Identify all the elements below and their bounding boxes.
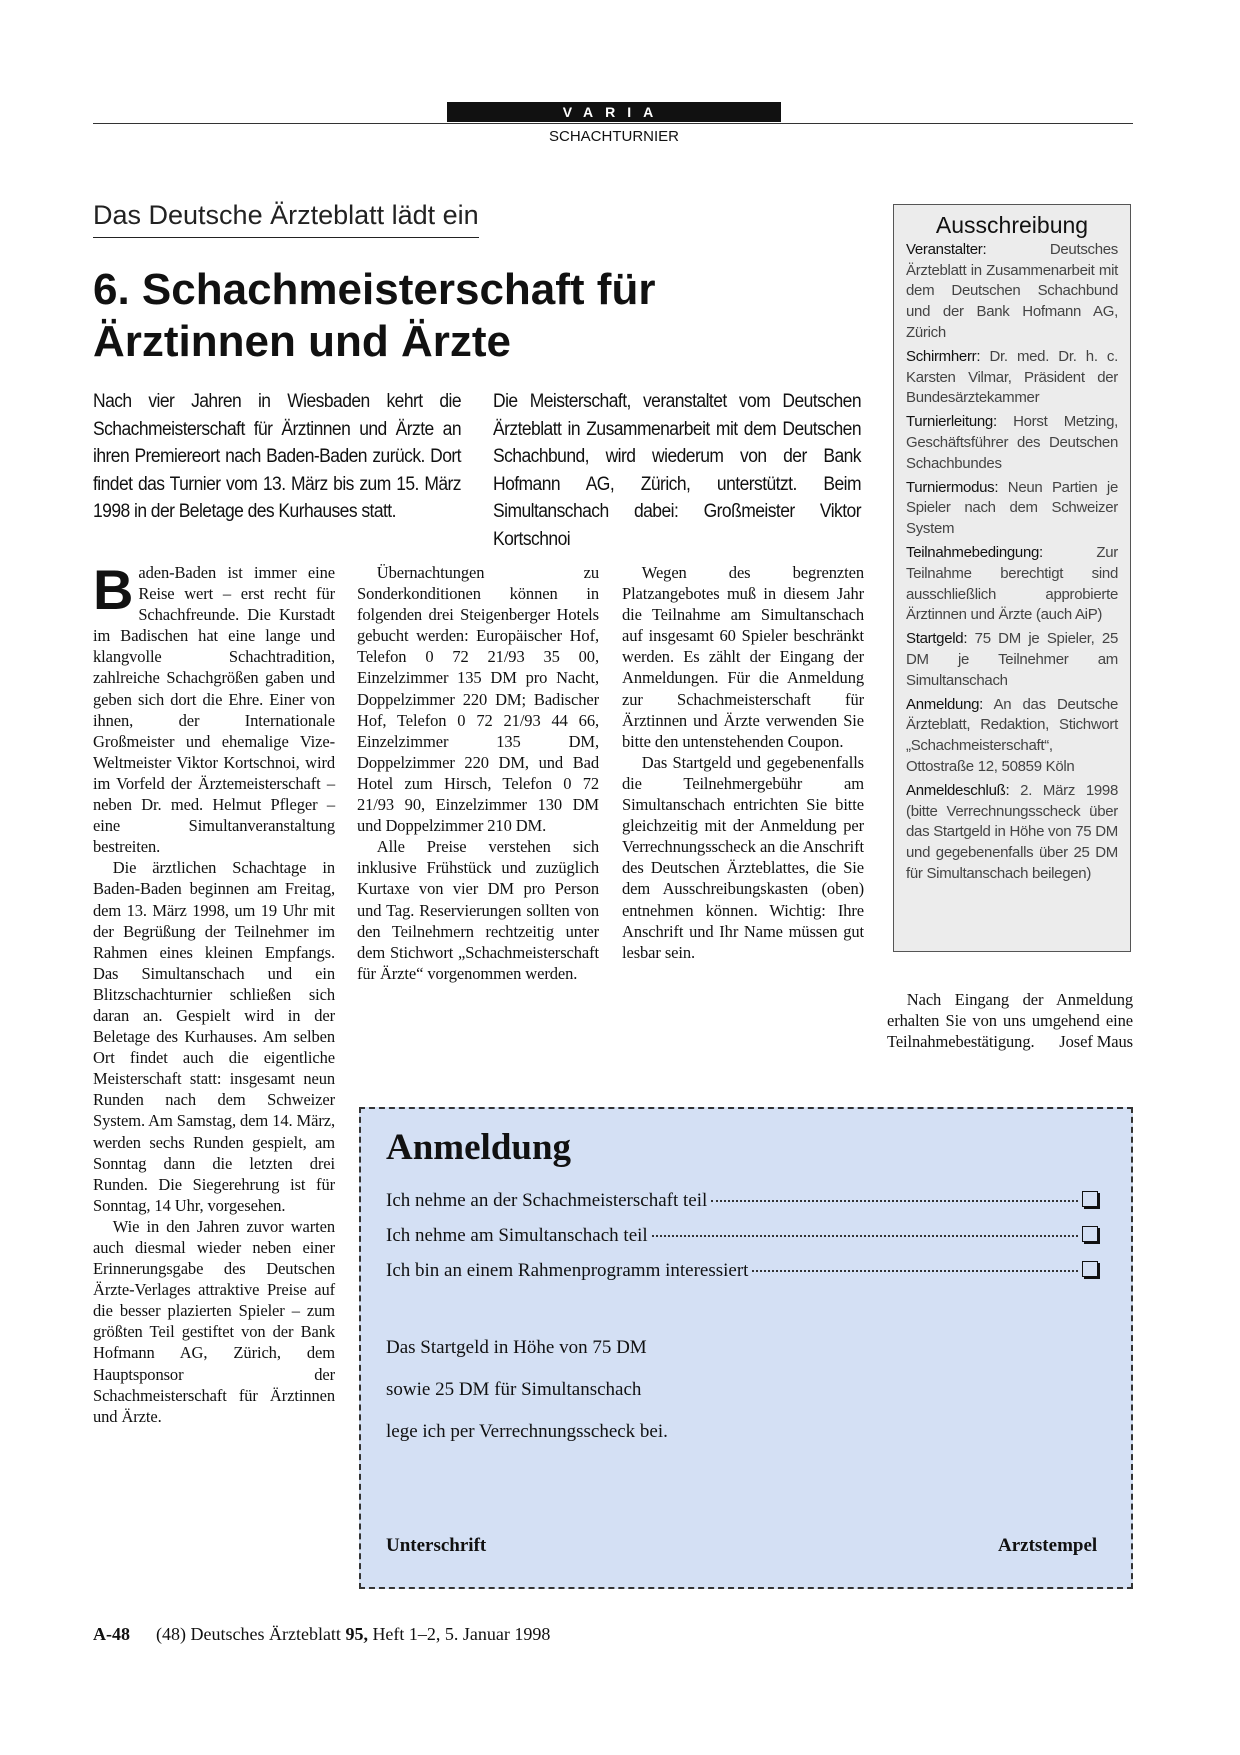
item-label: Teilnahmebedingung:	[906, 543, 1043, 561]
announcement-item	[906, 695, 1118, 778]
option-simultaneous[interactable]	[386, 1225, 1098, 1247]
item-label: Startgeld:	[906, 630, 968, 648]
item-label: Schirmherr:	[906, 347, 981, 365]
option-side-program[interactable]	[386, 1260, 1098, 1282]
dot-leader	[711, 1199, 1078, 1202]
item-text: Neun Partien je Spieler nach dem Schweizer System	[906, 478, 1118, 538]
option-championship[interactable]	[386, 1190, 1098, 1212]
checkbox[interactable]	[1082, 1226, 1098, 1242]
section-bar: VARIA	[447, 102, 781, 122]
paragraph: Übernachtungen zu Sonderkonditionen können in folgenden drei Steigenberger Hotels gebucht werden: Europäischer Hof, Telefon 0 72 21/93 35 00, Einzelzimmer 135 DM pro Nacht, Doppelzimmer 220 DM; Badischer Hof, Telefon 0 72 21/93 44 66, Einzelzimmer 135 DM, Doppelzimmer 220 DM, und Bad Hotel zum Hirsch, Telefon 0 72 21/93 90, Einzelzimmer 130 DM und Doppelzimmer 210 DM.	[357, 563, 599, 836]
body-column-3	[622, 562, 864, 963]
header-rule	[93, 123, 1133, 124]
announcement-item	[906, 347, 1118, 409]
page-number: A-48	[93, 1624, 130, 1644]
paragraph: Das Startgeld und gegebenenfalls die Teilnehmergebühr am Simultanschach entrichten Sie bitte gleichzeitig mit der Anmeldung per Verrechnungsscheck an die Anschrift des Deutschen Ärzteblattes, die Sie dem Ausschreibungskasten (oben) entnehmen können. Wichtig: Ihre Anschrift und Ihr Name müssen gut lesbar sein.	[622, 752, 864, 962]
body-column-4	[887, 989, 1133, 1052]
lead-right: Die Meisterschaft, veranstaltet vom Deutschen Ärzteblatt in Zusammenarbeit mit dem Deutschen Schachbund, wird wiederum von der Bank Hofmann AG, Zürich, unterstützt. Beim Simultanschach dabei: Großmeister Viktor Kortschnoi	[493, 391, 861, 550]
headline-line-2: Ärztinnen und Ärzte	[93, 317, 511, 366]
item-label: Turniermodus:	[906, 478, 999, 496]
announcement-item	[906, 240, 1118, 344]
paragraph: Die ärztlichen Schachtage in Baden-Baden beginnen am Freitag, dem 13. März 1998, um 19 Uhr mit der Begrüßung der Teilnehmer im Rahmen eines kleinen Empfangs. Das Simultanschach und ein Blitzschachturnier schließen sich daran an. Gespielt wird in der Beletage des Kurhauses. Am selben Ort findet auch die eigentliche Meisterschaft statt: insgesamt neun Runden nach dem Schweizer System. Am Samstag, dem 14. März, werden sechs Runden gespielt, am Sonntag dann die letzten drei Runden. Die Siegerehrung ist für Sonntag, 14 Uhr, vorgesehen.	[93, 858, 335, 1215]
option-label: Ich bin an einem Rahmenprogramm interessiert	[386, 1260, 749, 1281]
announcement-item	[906, 412, 1118, 474]
announcement-box	[893, 204, 1131, 952]
option-label: Ich nehme an der Schachmeisterschaft teil	[386, 1190, 708, 1211]
body-column-1	[93, 558, 335, 1427]
paragraph: Alle Preise verstehen sich inklusive Frühstück und zuzüglich Kurtaxe von vier DM pro Person und Tag. Reservierungen sollten von den Teilnehmern rechtzeitig unter dem Stichwort „Schachmeisterschaft für Ärzte“ vorgenommen werden.	[357, 837, 599, 983]
page-footer	[93, 1624, 550, 1645]
announcement-title: Ausschreibung	[935, 212, 1089, 238]
item-label: Anmeldung:	[906, 695, 984, 713]
paragraph-text: Nach Eingang der Anmeldung erhalten Sie von uns umgehend eine Teilnahmebestätigung.	[887, 990, 1133, 1052]
headline-line-1: 6. Schachmeisterschaft für	[93, 265, 656, 314]
citation-suffix: Heft 1–2, 5. Januar 1998	[367, 1624, 551, 1644]
dot-leader	[752, 1269, 1078, 1272]
subsection-label: SCHACHTURNIER	[548, 128, 679, 145]
checkbox[interactable]	[1082, 1191, 1098, 1207]
coupon-title: Anmeldung	[386, 1127, 572, 1168]
item-text: Zur Teilnahme berechtigt sind ausschließlich approbierte Ärztinnen und Ärzte (auch AiP)	[906, 543, 1118, 624]
drop-cap: B	[93, 558, 134, 621]
author-name: Josef Maus	[1059, 1032, 1133, 1052]
paragraph	[887, 989, 1133, 1052]
paragraph	[93, 558, 335, 857]
item-text: Horst Metzing, Geschäftsführer des Deutschen Schachbundes	[906, 413, 1119, 472]
item-text: 2. März 1998 (bitte Verrechnungsscheck über das Startgeld in Höhe von 75 DM und gegebenenfalls über 25 DM für Simultanschach beilegen)	[906, 781, 1118, 882]
announcement-item	[906, 543, 1118, 626]
item-text: An das Deutsche Ärzteblatt, Redaktion, Stichwort „Schachmeisterschaft“, Ottostraße 12, 50859 Köln	[906, 695, 1118, 775]
article-headline	[93, 264, 873, 368]
volume-number: 95,	[345, 1624, 368, 1644]
item-text: 75 DM je Spieler, 25 DM je Teilnehmer am Simultanschach	[906, 630, 1118, 689]
checkbox[interactable]	[1082, 1261, 1098, 1277]
dot-leader	[652, 1234, 1078, 1237]
option-label: Ich nehme am Simultanschach teil	[386, 1225, 648, 1246]
paragraph: Wie in den Jahren zuvor warten auch diesmal wieder neben einer Erinnerungsgabe des Deutschen Ärzte-Verlages attraktive Preise auf die besser plazierten Spieler – zum größten Teil gestiftet von der Bank Hofmann AG, Zürich, dem Hauptsponsor der Schachmeisterschaft für Ärztinnen und Ärzte.	[93, 1216, 335, 1426]
paragraph: Wegen des begrenzten Platzangebotes muß in diesem Jahr die Teilnahme am Simultanschach auf insgesamt 60 Spieler beschränkt werden. Es zählt der Eingang der Anmeldungen. Für die Anmeldung zur Schachmeisterschaft für Ärztinnen und Ärzte verwenden Sie bitte den untenstehenden Coupon.	[622, 563, 864, 751]
fee-line: Das Startgeld in Höhe von 75 DM	[386, 1337, 647, 1358]
announcement-item	[906, 781, 1118, 885]
item-label: Turnierleitung:	[906, 413, 997, 431]
item-text: Dr. med. Dr. h. c. Karsten Vilmar, Präsident der Bundesärztekammer	[906, 347, 1118, 407]
item-label: Anmeldeschluß:	[906, 781, 1010, 799]
fee-line: lege ich per Verrechnungsscheck bei.	[386, 1421, 668, 1442]
fee-line: sowie 25 DM für Simultanschach	[386, 1379, 642, 1400]
article-kicker: Das Deutsche Ärzteblatt lädt ein	[93, 200, 479, 238]
stamp-field[interactable]: Arztstempel	[998, 1535, 1098, 1556]
citation-prefix: (48) Deutsches Ärzteblatt	[156, 1624, 346, 1644]
lead-left: Nach vier Jahren in Wiesbaden kehrt die Schachmeisterschaft für Ärztinnen und Ärzte an ihren Premiereort nach Baden-Baden zurück. Dort findet das Turnier vom 13. März bis zum 15. März 1998 in der Beletage des Kurhauses statt.	[93, 391, 461, 522]
announcement-item	[906, 478, 1118, 540]
item-label: Veranstalter:	[906, 240, 987, 258]
paragraph-text: aden-Baden ist immer eine Reise wert – erst recht für Schachfreunde. Die Kurstadt im Badischen hat eine lange und klangvolle Schachtradition, zahlreiche Schachgrößen gaben und geben sich dort die Ehre. Einer von ihnen, der Internationale Großmeister und ehemalige Vize-Weltmeister Viktor Kortschnoi, wird im Vorfeld der Ärztemeisterschaft – neben Dr. med. Helmut Pfleger – eine Simultanveranstaltung bestreiten.	[93, 563, 335, 857]
announcement-list	[906, 240, 1118, 885]
item-text: Deutsches Ärzteblatt in Zusammenarbeit mit dem Deutschen Schachbund und der Bank Hofmann AG, Zürich	[906, 240, 1118, 341]
announcement-item	[906, 629, 1118, 691]
signature-field[interactable]: Unterschrift	[386, 1535, 487, 1556]
body-column-2	[357, 562, 599, 984]
